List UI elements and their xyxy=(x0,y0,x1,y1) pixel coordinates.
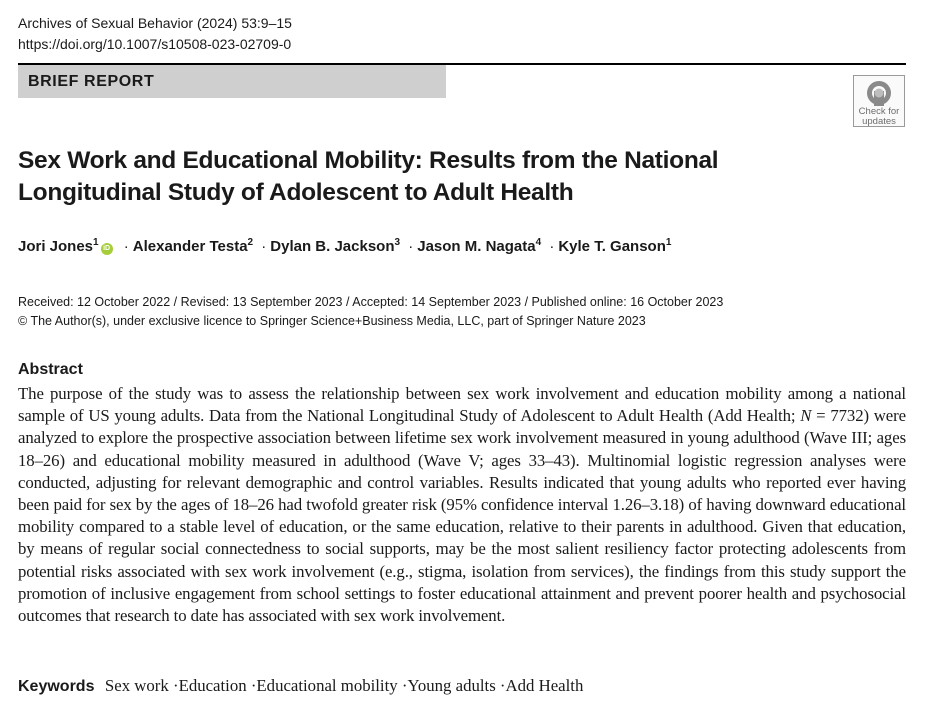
orcid-icon[interactable]: iD xyxy=(101,243,113,255)
author-affiliation: 4 xyxy=(535,237,542,248)
keyword[interactable]: · Education xyxy=(169,676,247,695)
check-for-label: Check for xyxy=(858,106,900,117)
title-line-2: Longitudinal Study of Adolescent to Adult Health xyxy=(18,179,574,206)
check-for-updates-button[interactable] xyxy=(853,75,905,127)
author-separator: · xyxy=(123,238,129,255)
keyword-list xyxy=(105,676,583,695)
author-list xyxy=(18,237,671,255)
title-line-1: Sex Work and Educational Mobility: Results from the National xyxy=(18,147,719,174)
author-name[interactable]: Kyle T. Ganson xyxy=(558,238,666,255)
author-separator: · xyxy=(549,238,555,255)
keywords-section xyxy=(18,676,583,696)
updates-label: updates xyxy=(862,116,896,127)
author-affiliation: 2 xyxy=(247,237,254,248)
keyword[interactable]: · Educational mobility xyxy=(247,676,398,695)
crossmark-icon xyxy=(866,80,892,106)
author-separator: · xyxy=(408,238,414,255)
article-title xyxy=(18,145,878,209)
journal-citation: Archives of Sexual Behavior (2024) 53:9–15 xyxy=(18,15,292,31)
journal-header xyxy=(18,13,292,55)
sample-size-symbol: N xyxy=(800,406,812,426)
author-affiliation: 1 xyxy=(93,237,99,248)
keyword[interactable]: · Add Health xyxy=(496,676,584,695)
keyword[interactable]: · Young adults xyxy=(398,676,496,695)
copyright-notice: © The Author(s), under exclusive licence to Springer Science+Business Media, LLC, part of Springer Nature 2023 xyxy=(18,314,646,328)
article-type-banner: BRIEF REPORT xyxy=(18,65,446,98)
author-name[interactable]: Jori Jones xyxy=(18,238,94,255)
author-name[interactable]: Jason M. Nagata xyxy=(417,238,536,255)
author-separator: · xyxy=(261,238,267,255)
author-affiliation: 3 xyxy=(394,237,401,248)
doi-link[interactable]: https://doi.org/10.1007/s10508-023-02709-0 xyxy=(18,36,292,52)
keywords-label: Keywords xyxy=(18,678,95,695)
author-name[interactable]: Alexander Testa xyxy=(132,238,248,255)
keyword[interactable]: Sex work xyxy=(104,676,169,695)
abstract-heading: Abstract xyxy=(18,361,83,378)
date-history: Received: 12 October 2022 / Revised: 13 September 2023 / Accepted: 14 September 2023 / Published online: 16 October 2023 xyxy=(18,295,724,309)
publication-history xyxy=(18,293,723,331)
abstract-text xyxy=(18,383,906,627)
abstract-part-2: = 7732) were analyzed to explore the prospective association between lifetime sex work involvement measured in young adulthood (Wave III; ages 18–26) and educational mobility measured in adulthood (Wave V; ages 33–43). Multinomial logistic regression analyses were conducted, adjusting for relevant demographic and control variables. Results indicated that young adults who reported ever having been paid for sex by the ages of 18–26 had twofold greater risk (95% confidence interval 1.26–3.18) of having downward educational mobility compared to a stable level of education, or the same education, relative to their parents in adulthood. Given that education, by means of regular social connectedness to social supports, may be the most salient resiliency factor protecting adolescents from potential risks associated with sex work involvement (e.g., stigma, isolation from services), the findings from this study support the promotion of inclusive engagement from school settings to foster educational attainment and prevent poorer health and psychosocial outcomes that research to date has associated with sex work involvement. xyxy=(18,406,906,626)
author-affiliation: 1 xyxy=(665,237,672,248)
abstract-part-1: The purpose of the study was to assess the relationship between sex work involvement and education mobility among a national sample of US young adults. Data from the National Longitudinal Study of Adolescent to Adult Health (Add Health; xyxy=(18,384,906,426)
author-name[interactable]: Dylan B. Jackson xyxy=(270,238,395,255)
